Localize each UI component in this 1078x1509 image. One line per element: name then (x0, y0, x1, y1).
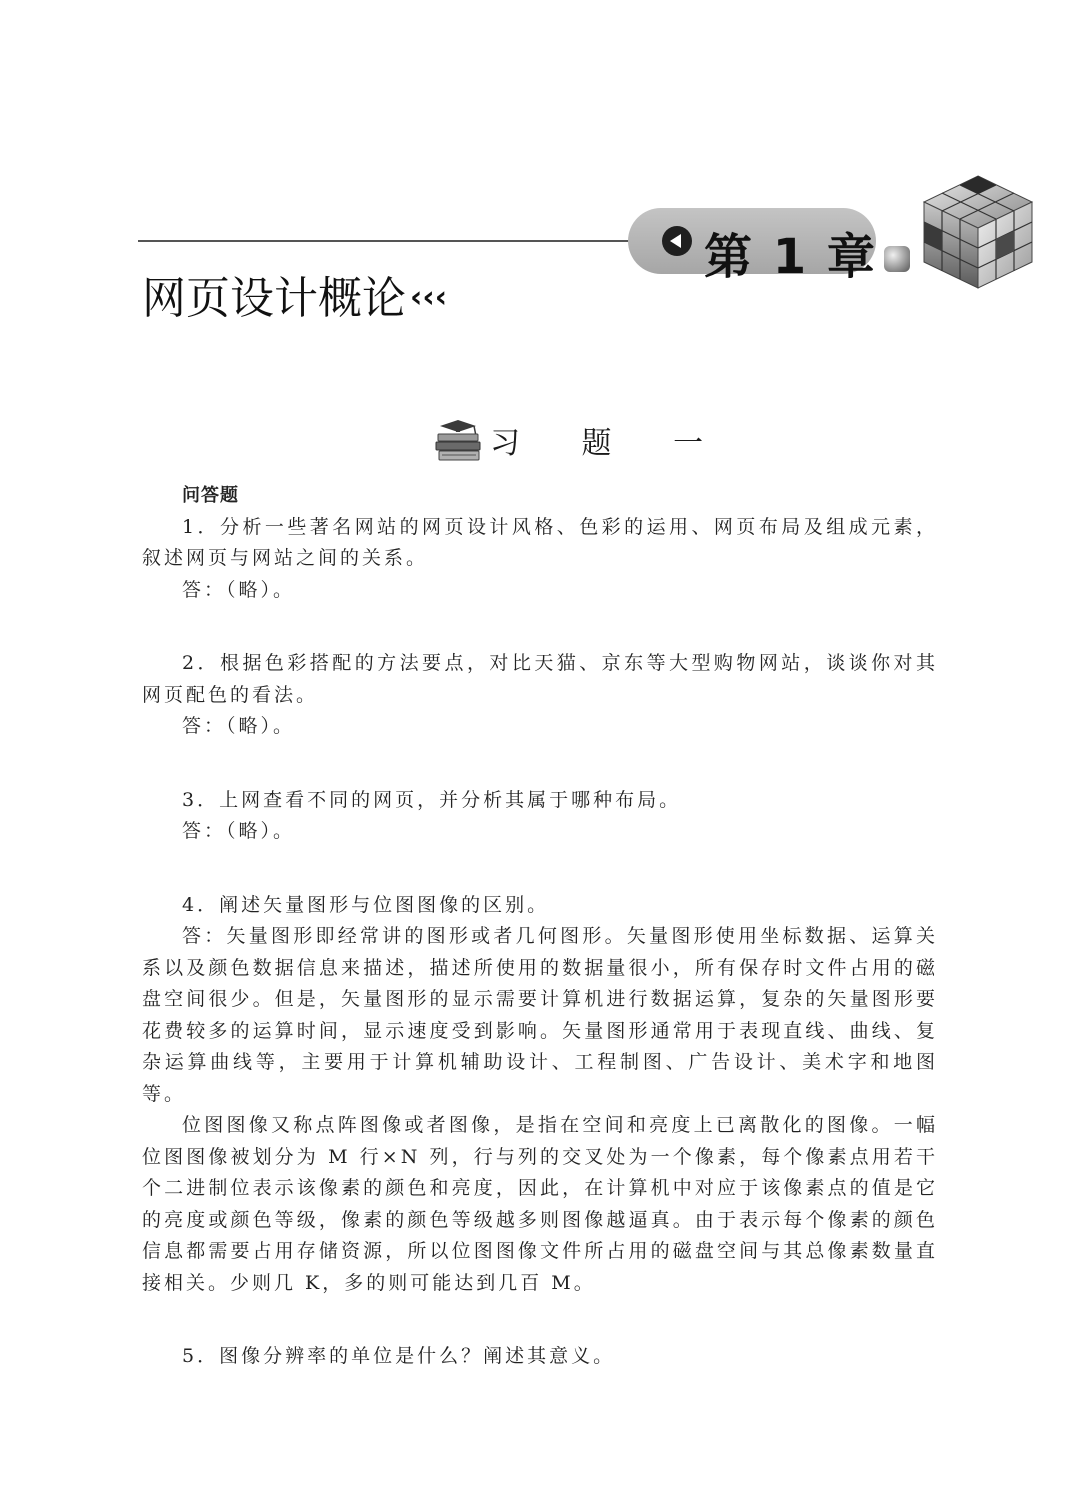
question-2: 2．根据色彩搭配的方法要点，对比天猫、京东等大型购物网站，谈谈你对其网页配色的看法。 (142, 652, 938, 706)
category-label: 问答题 (182, 485, 239, 506)
answer-4-paragraph-1: 答：矢量图形即经常讲的图形或者几何图形。矢量图形使用坐标数据、运算关系以及颜色数据信息来描述，描述所使用的数据量很小，所有保存时文件占用的磁盘空间很少。但是，矢量图形的显示需要计算机进行数据运算，复杂的矢量图形要花费较多的运算时间，显示速度受到影响。矢量图形通常用于表现直线、曲线、复杂运算曲线等，主要用于计算机辅助设计、工程制图、广告设计、美术字和地图等。 (142, 925, 938, 1105)
answer-1: 答：（略）。 (182, 578, 296, 601)
small-sphere-icon (884, 246, 910, 272)
question-content (142, 480, 938, 1373)
cube-icon (920, 172, 1036, 290)
answer-3: 答：（略）。 (182, 820, 296, 842)
chapter-label: 第 1 章 (704, 229, 877, 285)
answer-2: 答：（略）。 (182, 715, 296, 737)
arrow-left-icon (662, 226, 692, 256)
section-heading (432, 418, 729, 462)
question-1: 1．分析一些著名网站的网页设计风格、色彩的运用、网页布局及组成元素，叙述网页与网站之间的关系。 (142, 515, 938, 569)
question-5: 5．图像分辨率的单位是什么？阐述其意义。 (182, 1345, 616, 1367)
question-3: 3．上网查看不同的网页，并分析其属于哪种布局。 (182, 788, 682, 811)
answer-4-paragraph-2: 位图图像又称点阵图像或者图像，是指在空间和亮度上已离散化的图像。一幅位图图像被划分为 M 行×N 列，行与列的交叉处为一个像素，每个像素点用若干个二进制位表示该像素的颜色和亮度，因此，在计算机中对应于该像素点的值是它的亮度或颜色等级，像素的颜色等级越多则图像越逼真。由于表示每个像素的颜色信息都需要占用存储资源，所以位图图像文件所占用的磁盘空间与其总像素数量直接相关。少则几 K，多的则可能达到几百 M。 (142, 1114, 938, 1294)
question-4: 4．阐述矢量图形与位图图像的区别。 (182, 893, 550, 916)
spacer (142, 606, 938, 648)
spacer (142, 848, 938, 890)
chapter-title (142, 262, 447, 326)
chevron-left-icon: ‹‹‹ (410, 280, 448, 315)
spacer (142, 743, 938, 785)
header-rule (138, 240, 668, 242)
section-title: 习 题 一 (490, 426, 730, 461)
chapter-title-text: 网页设计概论 (142, 273, 406, 324)
books-graduation-cap-icon (432, 418, 484, 462)
spacer (142, 1299, 938, 1341)
